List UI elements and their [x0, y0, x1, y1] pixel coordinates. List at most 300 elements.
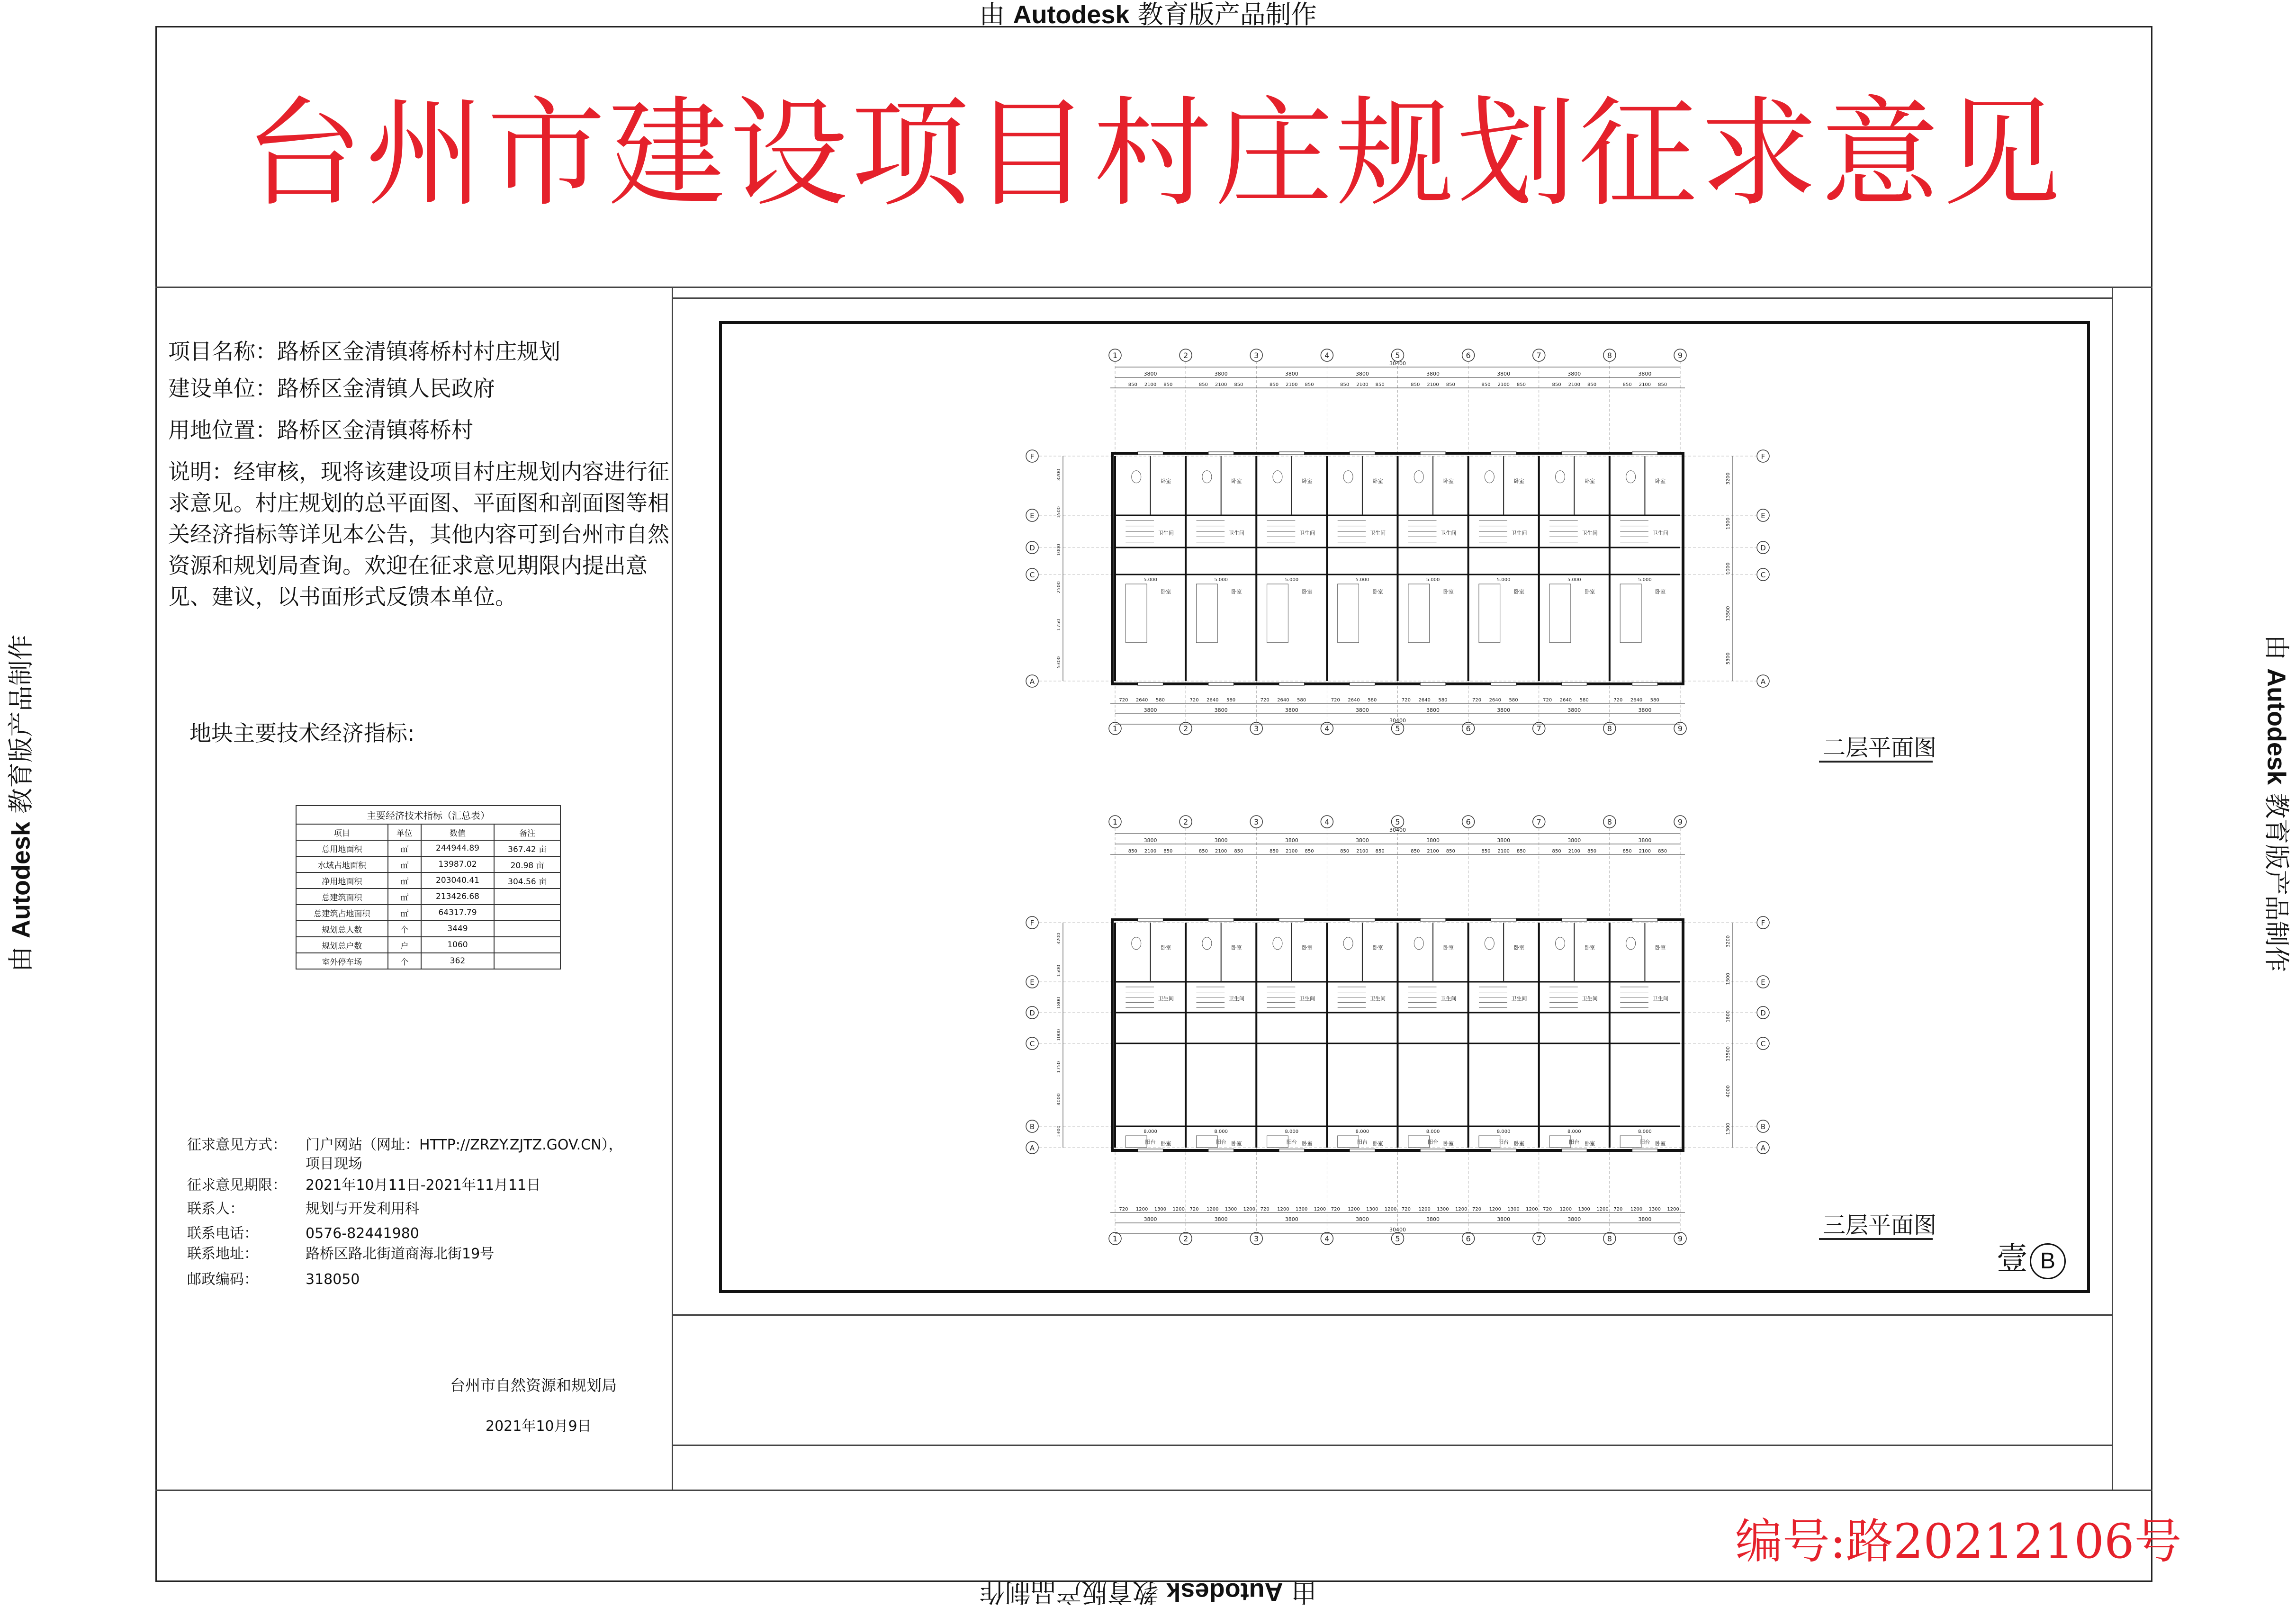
description: 说明：经审核，现将该建设项目村庄规划内容进行征求意见。村庄规划的总平面图、平面图和剖面图等相关经济指标等详见本公告，其他内容可到台州市自然资源和规划局查询。欢迎在征求意见期限内提出意见、建议，以书面形式反馈本单位。: [168, 459, 669, 610]
dimension-text: 1300: [1507, 1207, 1520, 1212]
dimension-text: 2100: [1356, 849, 1369, 854]
dimension-text: 1000: [1056, 544, 1062, 556]
dimension-text: 850: [1622, 382, 1632, 387]
dimension-text: 580: [1368, 698, 1377, 703]
room-label: 卫生间: [1511, 996, 1527, 1002]
room-label: 卧室: [1372, 478, 1383, 485]
dimension-text: 2100: [1215, 382, 1227, 387]
dimension-text: 850: [1446, 382, 1455, 387]
room-label: 卧室: [1585, 944, 1595, 951]
axis-number: 4: [1324, 724, 1330, 733]
dimension-text: 850: [1411, 849, 1420, 854]
table-cell: 总建筑面积: [296, 889, 388, 905]
dimension-text: 30400: [1389, 718, 1406, 724]
fixture-symbol: [1555, 471, 1565, 483]
dimension-text: 1000: [1056, 1029, 1062, 1041]
dimension-text: 3800: [1214, 707, 1228, 713]
fixture-symbol: [1343, 471, 1353, 483]
fixture-symbol: [1485, 471, 1494, 483]
divider-line: [672, 297, 2112, 299]
room-label: 卧室: [1161, 1140, 1171, 1147]
divider-line: [2112, 287, 2113, 1490]
axis-number: 6: [1466, 724, 1471, 733]
window: [1208, 918, 1234, 921]
fixture-symbol: [1555, 937, 1565, 950]
axis-number: 8: [1607, 351, 1612, 360]
fixture-symbol: [1343, 937, 1353, 950]
dimension-text: 2640: [1489, 698, 1502, 703]
caption-underline: [1819, 761, 1933, 763]
room-label: 卧室: [1302, 944, 1313, 951]
contact-period-value: 2021年10月11日-2021年11月11日: [306, 1177, 541, 1194]
dimension-text: 5300: [1726, 652, 1731, 665]
column-header: 数值: [421, 824, 494, 840]
divider-line: [672, 1314, 2112, 1316]
dimension-text: 850: [1375, 382, 1385, 387]
row-letter: E: [1030, 978, 1035, 987]
room-label: 阳台: [1498, 1139, 1509, 1145]
dimension-text: 1000: [1726, 562, 1731, 575]
dimension-text: 1200: [1526, 1207, 1538, 1212]
dimension-text: 720: [1543, 1207, 1552, 1212]
dimension-text: 2100: [1639, 849, 1651, 854]
dimension-text: 580: [1155, 698, 1165, 703]
table-cell: ㎡: [388, 872, 421, 889]
dimension-text: 30400: [1389, 1227, 1406, 1233]
dimension-text: 5300: [1056, 656, 1062, 669]
room-label: 卫生间: [1582, 530, 1598, 536]
room-label: 卫生间: [1370, 530, 1386, 536]
axis-number: 4: [1324, 817, 1330, 826]
dimension-text: 2100: [1497, 382, 1510, 387]
dimension-text: 3800: [1214, 1216, 1228, 1222]
land-location: 用地位置：路桥区金清镇蒋桥村: [168, 417, 473, 443]
dimension-text: 720: [1472, 698, 1482, 703]
level-mark: 5.000: [1496, 577, 1511, 583]
dimension-text: 1300: [1154, 1207, 1167, 1212]
row-letter: F: [1030, 919, 1035, 927]
dimension-text: 850: [1198, 382, 1208, 387]
dimension-text: 3800: [1285, 837, 1298, 844]
dimension-text: 3200: [1726, 935, 1731, 948]
row-letter: E: [1761, 978, 1765, 987]
watermark-right: 由 Autodesk 教育版产品制作: [2261, 634, 2292, 972]
room-label: 卧室: [1655, 944, 1666, 951]
axis-number: 4: [1324, 1234, 1330, 1243]
furniture-symbol: [1338, 1136, 1359, 1148]
dimension-text: 2100: [1144, 849, 1157, 854]
window: [1350, 452, 1375, 455]
dimension-text: 30400: [1389, 827, 1406, 833]
issuer: 台州市自然资源和规划局: [450, 1376, 617, 1394]
furniture-symbol: [1479, 1136, 1500, 1148]
dimension-text: 4000: [1726, 1085, 1731, 1097]
room-label: 卫生间: [1228, 996, 1244, 1002]
furniture-symbol: [1196, 1136, 1217, 1148]
dimension-text: 1300: [1225, 1207, 1237, 1212]
dimension-text: 3800: [1638, 837, 1652, 844]
row-letter: C: [1029, 1040, 1035, 1048]
plan-caption-second-floor: 二层平面图: [1823, 735, 1937, 761]
level-mark: 8.000: [1355, 1129, 1369, 1134]
window: [1138, 1149, 1163, 1152]
dimension-text: 3800: [1567, 371, 1581, 377]
dimension-text: 850: [1587, 849, 1597, 854]
contact-address-value: 路桥区路北街道商海北街19号: [306, 1246, 495, 1262]
window: [1491, 682, 1516, 685]
table-cell: [494, 889, 560, 905]
dimension-text: 720: [1189, 698, 1199, 703]
contact-phone-label: 联系电话：: [187, 1225, 258, 1242]
dimension-text: 3800: [1355, 837, 1369, 844]
table-row: [296, 937, 560, 953]
window: [1632, 452, 1658, 455]
watermark-top: 由 Autodesk 教育版产品制作: [979, 0, 1317, 29]
dimension-text: 850: [1516, 382, 1526, 387]
room-label: 卧室: [1372, 1140, 1383, 1147]
fixture-symbol: [1132, 471, 1141, 483]
axis-number: 6: [1466, 1234, 1471, 1243]
axis-number: 2: [1183, 817, 1189, 826]
contact-method-label: 征求意见方式：: [187, 1137, 287, 1153]
dimension-text: 720: [1119, 1207, 1128, 1212]
dimension-text: 2640: [1135, 698, 1148, 703]
dimension-text: 580: [1509, 698, 1518, 703]
dimension-text: 720: [1331, 1207, 1340, 1212]
window: [1632, 682, 1658, 685]
level-mark: 5.000: [1426, 577, 1440, 583]
dimension-text: 3800: [1567, 707, 1581, 713]
room-label: 卫生间: [1228, 530, 1244, 536]
room-label: 卧室: [1161, 589, 1171, 595]
room-label: 卫生间: [1652, 996, 1668, 1002]
dimension-text: 1200: [1455, 1207, 1468, 1212]
dimension-text: 720: [1543, 698, 1552, 703]
dimension-text: 580: [1579, 698, 1589, 703]
metrics-table: [296, 805, 561, 970]
fixture-symbol: [1273, 471, 1282, 483]
room-label: 卧室: [1231, 944, 1242, 951]
room-label: 卧室: [1585, 478, 1595, 485]
table-cell: [494, 937, 560, 953]
room-label: 卧室: [1161, 478, 1171, 485]
window: [1279, 918, 1305, 921]
axis-number: 4: [1324, 351, 1330, 360]
table-cell: ㎡: [388, 840, 421, 856]
column-header: 备注: [494, 824, 560, 840]
furniture-symbol: [1620, 1136, 1641, 1148]
dimension-text: 3800: [1285, 1216, 1298, 1222]
contact-method-value-2: 项目现场: [306, 1156, 362, 1172]
furniture-symbol: [1549, 584, 1571, 643]
dimension-text: 850: [1269, 849, 1279, 854]
level-mark: 8.000: [1426, 1129, 1440, 1134]
furniture-symbol: [1267, 1136, 1288, 1148]
dimension-text: 13500: [1726, 606, 1731, 621]
dimension-text: 1500: [1056, 506, 1062, 519]
dimension-text: 850: [1163, 849, 1173, 854]
dimension-text: 3800: [1638, 1216, 1652, 1222]
divider-line: [155, 1490, 2152, 1491]
dimension-text: 3200: [1056, 933, 1062, 945]
axis-number: 1: [1112, 724, 1118, 733]
dimension-text: 3800: [1497, 707, 1511, 713]
fixture-symbol: [1202, 937, 1212, 950]
axis-number: 1: [1112, 817, 1118, 826]
dimension-text: 3800: [1638, 371, 1652, 377]
dimension-text: 1200: [1314, 1207, 1326, 1212]
dimension-text: 3800: [1355, 1216, 1369, 1222]
axis-number: 5: [1395, 351, 1400, 360]
dimension-text: 3200: [1056, 468, 1062, 481]
dimension-text: 1300: [1366, 1207, 1378, 1212]
room-label: 卫生间: [1299, 530, 1315, 536]
window: [1350, 682, 1375, 685]
dimension-text: 3800: [1567, 837, 1581, 844]
dimension-text: 850: [1128, 849, 1137, 854]
dimension-text: 850: [1587, 382, 1597, 387]
room-label: 阳台: [1639, 1139, 1650, 1145]
dimension-text: 2640: [1418, 698, 1431, 703]
dimension-text: 1200: [1348, 1207, 1360, 1212]
dimension-text: 3800: [1355, 707, 1369, 713]
furniture-symbol: [1549, 1136, 1571, 1148]
dimension-text: 850: [1269, 382, 1279, 387]
room-label: 卫生间: [1582, 996, 1598, 1002]
table-cell: ㎡: [388, 889, 421, 905]
fixture-symbol: [1485, 937, 1494, 950]
dimension-text: 850: [1481, 849, 1491, 854]
issue-date: 2021年10月9日: [486, 1418, 592, 1435]
dimension-text: 1200: [1207, 1207, 1219, 1212]
dimension-text: 1200: [1243, 1207, 1256, 1212]
table-cell: 规划总户数: [296, 937, 388, 953]
dimension-text: 720: [1613, 698, 1623, 703]
dimension-text: 720: [1613, 1207, 1623, 1212]
axis-number: 8: [1607, 724, 1612, 733]
window: [1279, 1149, 1305, 1152]
table-row: [296, 889, 560, 905]
watermark-left: 由 Autodesk 教育版产品制作: [6, 634, 36, 972]
dimension-text: 3800: [1143, 837, 1157, 844]
dimension-text: 850: [1198, 849, 1208, 854]
level-mark: 5.000: [1567, 577, 1581, 583]
furniture-symbol: [1338, 584, 1359, 643]
axis-number: 3: [1254, 351, 1259, 360]
level-mark: 5.000: [1143, 577, 1157, 583]
dimension-text: 1200: [1559, 1207, 1572, 1212]
dimension-text: 850: [1375, 849, 1385, 854]
dimension-text: 1200: [1596, 1207, 1609, 1212]
table-cell: 20.98 亩: [494, 856, 560, 872]
dimension-text: 720: [1260, 1207, 1270, 1212]
axis-number: 1: [1112, 351, 1118, 360]
room-label: 卧室: [1231, 589, 1242, 595]
room-label: 卧室: [1513, 944, 1524, 951]
room-label: 卧室: [1302, 478, 1313, 485]
window: [1208, 1149, 1234, 1152]
table-cell: [494, 953, 560, 969]
table-cell: 户: [388, 937, 421, 953]
dimension-text: 3800: [1638, 707, 1652, 713]
window: [1561, 918, 1587, 921]
dimension-text: 2640: [1559, 698, 1572, 703]
dimension-text: 1800: [1726, 1010, 1731, 1023]
dimension-text: 2640: [1630, 698, 1643, 703]
dimension-text: 3800: [1143, 707, 1157, 713]
dimension-text: 1200: [1630, 1207, 1643, 1212]
axis-number: 3: [1254, 1234, 1259, 1243]
dimension-text: 1200: [1277, 1207, 1289, 1212]
window: [1420, 452, 1446, 455]
document-number: 编号:路20212106号: [1735, 1514, 2182, 1569]
window: [1208, 682, 1234, 685]
dimension-text: 2100: [1215, 849, 1227, 854]
table-row: [296, 905, 560, 921]
row-letter: E: [1761, 512, 1765, 520]
row-letter: F: [1761, 919, 1765, 927]
table-cell: 13987.02: [421, 856, 494, 872]
window: [1561, 452, 1587, 455]
room-label: 卧室: [1443, 589, 1454, 595]
axis-number: 7: [1536, 817, 1541, 826]
room-label: 卫生间: [1299, 996, 1315, 1002]
caption-underline: [1819, 1238, 1933, 1240]
fixture-symbol: [1626, 471, 1636, 483]
room-label: 卫生间: [1652, 530, 1668, 536]
fixture-symbol: [1132, 937, 1141, 950]
metrics-table-caption: 主要经济技术指标（汇总表）: [296, 805, 561, 824]
dimension-text: 3800: [1426, 707, 1440, 713]
window: [1561, 682, 1587, 685]
dimension-text: 1500: [1726, 517, 1731, 530]
sheet-letter-circle: B: [2030, 1243, 2066, 1279]
dimension-text: 3800: [1426, 837, 1440, 844]
window: [1561, 1149, 1587, 1152]
dimension-text: 3800: [1214, 371, 1228, 377]
column-header: 项目: [296, 824, 388, 840]
sheet-number: [1997, 1240, 2066, 1279]
dimension-text: 850: [1234, 849, 1243, 854]
level-mark: 5.000: [1214, 577, 1228, 583]
dimension-text: 720: [1472, 1207, 1482, 1212]
dimension-text: 2640: [1348, 698, 1360, 703]
window: [1138, 452, 1163, 455]
level-mark: 5.000: [1285, 577, 1299, 583]
furniture-symbol: [1267, 584, 1288, 643]
room-label: 卧室: [1231, 1140, 1242, 1147]
window: [1491, 918, 1516, 921]
contact-postcode-label: 邮政编码：: [187, 1271, 258, 1288]
axis-number: 9: [1677, 817, 1683, 826]
room-label: 阳台: [1357, 1139, 1368, 1145]
dimension-text: 850: [1552, 849, 1561, 854]
window: [1491, 1149, 1516, 1152]
plan-caption-third-floor: 三层平面图: [1823, 1212, 1937, 1239]
axis-number: 6: [1466, 351, 1471, 360]
room-label: 卧室: [1655, 478, 1666, 485]
table-cell: 1060: [421, 937, 494, 953]
room-label: 卧室: [1443, 944, 1454, 951]
axis-number: 8: [1607, 817, 1612, 826]
dimension-text: 2100: [1427, 382, 1439, 387]
room-label: 卧室: [1655, 1140, 1666, 1147]
axis-number: 5: [1395, 817, 1400, 826]
dimension-text: 3800: [1426, 1216, 1440, 1222]
level-mark: 8.000: [1496, 1129, 1511, 1134]
dimension-text: 3200: [1726, 472, 1731, 485]
dimension-text: 13500: [1726, 1046, 1731, 1061]
furniture-symbol: [1125, 584, 1147, 643]
furniture-symbol: [1196, 584, 1217, 643]
room-label: 阳台: [1569, 1139, 1580, 1145]
room-label: 卧室: [1231, 478, 1242, 485]
room-label: 阳台: [1286, 1139, 1297, 1145]
dimension-text: 3800: [1143, 371, 1157, 377]
dimension-text: 850: [1340, 849, 1350, 854]
window: [1420, 918, 1446, 921]
fixture-symbol: [1273, 937, 1282, 950]
table-row: [296, 840, 560, 856]
indicators-title: 地块主要技术经济指标:: [189, 720, 415, 746]
row-letter: A: [1029, 1144, 1035, 1152]
fixture-symbol: [1414, 937, 1423, 950]
row-letter: A: [1760, 677, 1766, 686]
furniture-symbol: [1408, 584, 1430, 643]
table-cell: 个: [388, 953, 421, 969]
dimension-text: 2100: [1427, 849, 1439, 854]
dimension-text: 580: [1226, 698, 1236, 703]
dimension-text: 3800: [1497, 1216, 1511, 1222]
dimension-text: 2640: [1207, 698, 1219, 703]
axis-number: 7: [1536, 1234, 1541, 1243]
dimension-text: 1300: [1056, 1125, 1062, 1138]
dimension-text: 1300: [1295, 1207, 1308, 1212]
row-letter: A: [1760, 1144, 1766, 1152]
project-name: 项目名称：路桥区金清镇蒋桥村村庄规划: [168, 339, 560, 364]
contact-method-value: 门户网站（网址：HTTP://ZRZY.ZJTZ.GOV.CN），: [306, 1137, 623, 1153]
divider-line: [672, 1445, 2112, 1446]
axis-number: 2: [1183, 351, 1189, 360]
row-letter: C: [1760, 571, 1766, 579]
axis-number: 9: [1677, 724, 1683, 733]
dimension-text: 2100: [1286, 382, 1298, 387]
dimension-text: 1200: [1667, 1207, 1679, 1212]
dimension-text: 720: [1119, 698, 1128, 703]
dimension-text: 850: [1305, 382, 1314, 387]
dimension-text: 1800: [1056, 997, 1062, 1009]
axis-number: 5: [1395, 724, 1400, 733]
room-label: 卧室: [1443, 1140, 1454, 1147]
dimension-text: 850: [1516, 849, 1526, 854]
table-cell: 367.42 亩: [494, 840, 560, 856]
window: [1632, 1149, 1658, 1152]
contact-person-label: 联系人：: [187, 1201, 244, 1217]
table-cell: 个: [388, 921, 421, 937]
dimension-text: 3800: [1426, 371, 1440, 377]
dimension-text: 2100: [1356, 382, 1369, 387]
row-letter: E: [1030, 512, 1035, 520]
contact-phone-value: 0576-82441980: [306, 1225, 419, 1242]
level-mark: 5.000: [1638, 577, 1652, 583]
divider-line: [672, 287, 673, 1490]
dimension-text: 3800: [1143, 1216, 1157, 1222]
level-mark: 8.000: [1567, 1129, 1581, 1134]
dimension-text: 3800: [1567, 1216, 1581, 1222]
dimension-text: 1750: [1056, 1061, 1062, 1074]
dimension-text: 2100: [1144, 382, 1157, 387]
window: [1138, 682, 1163, 685]
